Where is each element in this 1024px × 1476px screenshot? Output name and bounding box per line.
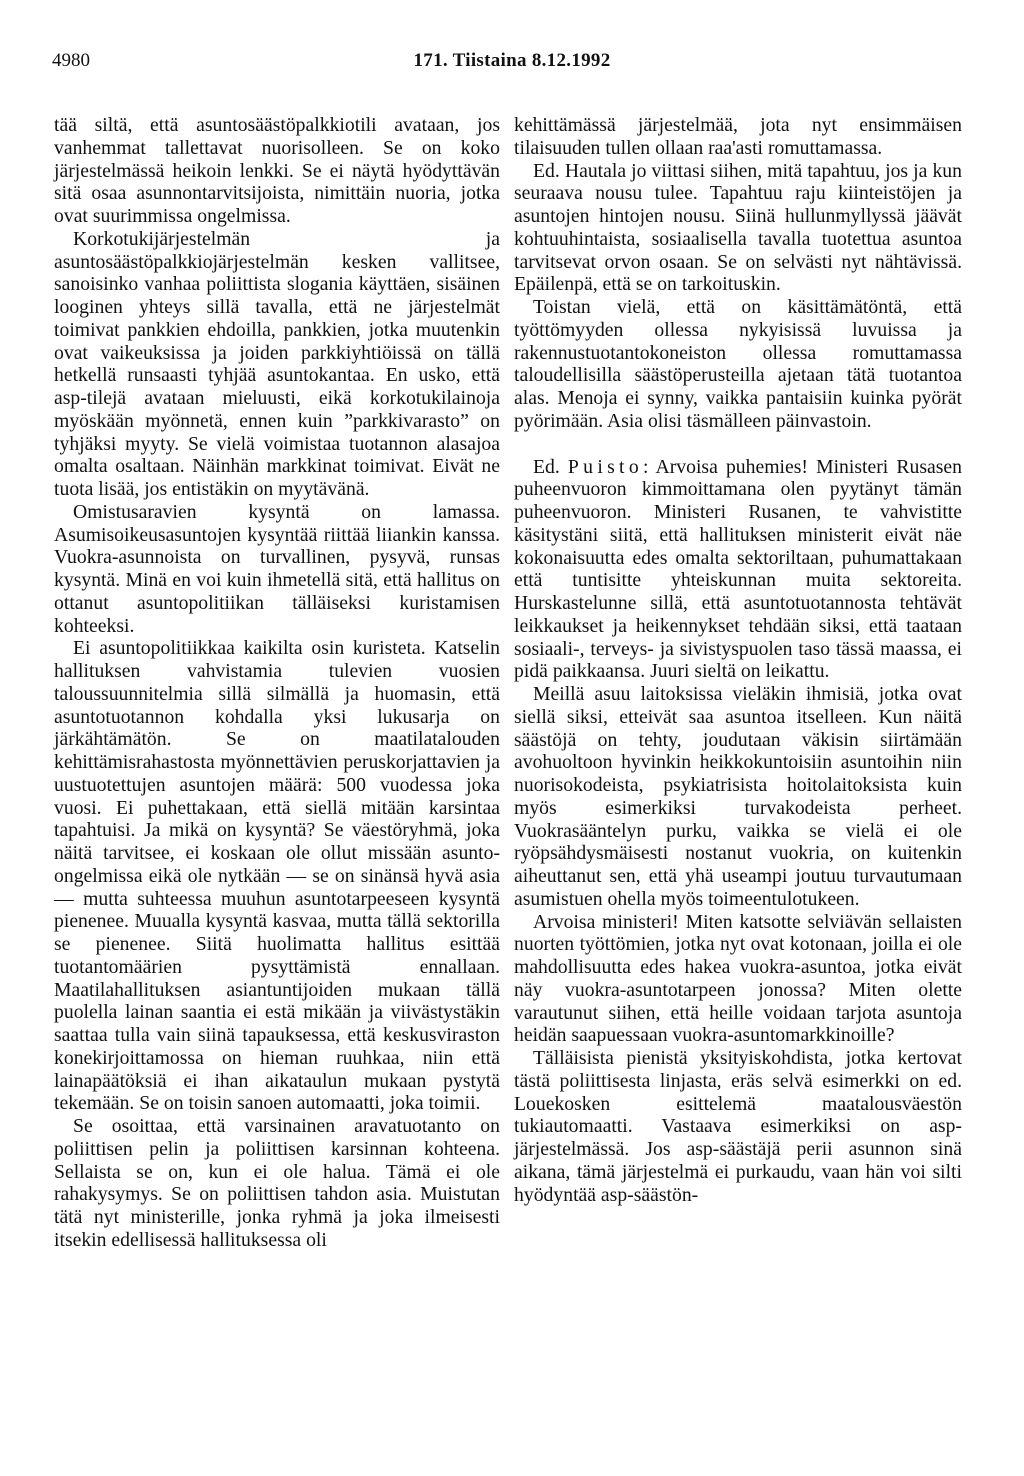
paragraph: Ed. Hautala jo viittasi siihen, mitä tapahtuu, jos ja kun seuraava nousu tulee. Tapahtuu raju kiinteistöjen ja asuntojen hintojen nousu. Siinä hullunmyllyssä jäävät kohtuuhintaista, sosiaalisella tavalla tuotettua asuntoa tarvitsevat orvon osaan. Se on selvästi nyt nähtävissä. Epäilenpä, että se on tarkoituskin. (514, 159, 962, 296)
paragraph: Ei asuntopolitiikkaa kaikilta osin kuristeta. Katselin hallituksen vahvistamia tulevien vuosien taloussuunnitelmia sillä silmällä ja huomasin, että asuntotuotannon kohdalla yksi lukusarja on järkähtämätön. Se on maatilatalouden kehittämisrahastosta myönnettävien peruskorjattavien ja uustuotettujen asuntojen määrä: 500 vuodessa joka vuosi. Ei puhettakaan, että siellä mitään karsintaa tapahtuisi. Ja mikä on kysyntä? Se väestöryhmä, joka näitä tarvitsee, ei koskaan ole ollut missään asunto-ongelmissa eikä ole nytkään — se on sinänsä hyvä asia — mutta suhteessa muuhun asuntotarpeeseen kysyntä pienenee. Muualla kysyntä kasvaa, mutta tällä sektorilla se pienenee. Siitä huolimatta hallitus esittää tuotantomäärien pysyttämistä ennallaan. Maatilahallituksen asiantuntijoiden mukaan tällä puolella lainan saantia ei estä mikään ja viivästystäkin saattaa tulla vain siinä tapauksessa, että keskusviraston konekirjoittamossa on hieman ruuhkaa, niin että lainapäätöksiä ei ihan aikataulun mukaan pystytä tekemään. Se on toisin sanoen automaatti, joka toimii. (54, 637, 500, 1115)
speech-text: Arvoisa puhemies! Ministeri Rusasen puheenvuoron kimmoittamana olen pyytänyt tämän puheenvuoron. Ministeri Rusanen, te vahvistitte käsitystäni siitä, että hallituksen ministerit eivät näe kokonaisuutta edes omalta sektoriltaan, puhumattakaan että tuntisitte yhteiskunnan muita sektoreita. Hurskastelunne sillä, että asuntotuotannosta tehtävät leikkaukset ja heikennykset tehdään siksi, että taataan sosiaali-, terveys- ja sivistyspuolen taso tässä maassa, ei pidä paikkaansa. Juuri sieltä on leikattu. (514, 455, 962, 683)
issue-date-line: 171. Tiistaina 8.12.1992 (413, 50, 611, 71)
paragraph: Tälläisista pienistä yksityiskohdista, jotka kertovat tästä poliittisesta linjasta, eräs selvä esimerkki on ed. Louekosken esittelemä maatalousväestön tukiautomaatti. Vastaava esimerkiksi on asp-järjestelmässä. Jos asp-säästäjä perii asunnon sinä aikana, tämä järjestelmä ei purkaudu, vaan hän voi silti hyödyntää asp-säästön- (514, 1047, 962, 1206)
paragraph: Meillä asuu laitoksissa vieläkin ihmisiä, jotka ovat siellä siksi, etteivät saa asuntoa itselleen. Kun näitä säästöjä on tehty, joudutaan väkisin siirtämään avohuoltoon hyvinkin heikkokuntoisiin asuntoihin niin nuorisokodeista, psykiatrisista hoitolaitoksista kuin myös esimerkiksi turvakodeista perheet. Vuokrasääntelyn purku, vaikka se vielä ei ole ryöpsähdysmäisesti nostanut vuokria, on kuitenkin aiheuttanut sen, että yhä useampi joutuu turvautumaan asumistuen ohella myös toimeentulotukeen. (514, 683, 962, 910)
paragraph: kehittämässä järjestelmää, jota nyt ensimmäisen tilaisuuden tullen ollaan raa'asti romuttamassa. (514, 114, 962, 159)
speaker-prefix: Ed. (533, 455, 568, 478)
section-gap (514, 433, 962, 456)
paragraph: Se osoittaa, että varsinainen aravatuotanto on poliittisen pelin ja poliittisen karsinnan kohteena. Sellaista se on, kun ei ole halua. Tämä ei ole rahakysymys. Se on poliittisen tahdon asia. Muistutan tätä nyt ministerille, jonka ryhmä ja joka ilmeisesti itsekin edellisessä hallituksessa oli (54, 1115, 500, 1251)
speech-opening (514, 456, 962, 684)
paragraph: Korkotukijärjestelmän ja asuntosäästöpalkkiojärjestelmän kesken vallitsee, sanoisinko vanhaa poliittista slogania käyttäen, sisäinen looginen yhteys sillä tavalla, että ne järjestelmät toimivat pankkien ehdoilla, pankkien, jotka muutenkin ovat vaikeuksissa ja joiden parkkiyhtiöissä on tällä hetkellä runsaasti tyhjää asuntokantaa. En usko, että asp-tilejä avataan mieluusti, eikä korkotukilainoja myöskään myönnetä, ennen kuin ”parkkivarasto” on tyhjäksi myyty. Se vielä voimistaa tuotannon alasajoa omalta osaltaan. Näinhän markkinat toimivat. Eivät ne tuota lisää, jos entistäkin on myytävänä. (54, 227, 500, 500)
left-column (54, 114, 500, 1252)
speaker-colon: : (642, 455, 649, 478)
speaker-name: Puisto (567, 455, 643, 478)
page-number: 4980 (52, 50, 90, 71)
paragraph: Arvoisa ministeri! Miten katsotte selviävän sellaisten nuorten työttömien, jotka nyt ovat kotonaan, joilla ei ole mahdollisuutta edes hakea vuokra-asuntoa, jotka eivät näy vuokra-asuntotarpeen jonossa? Miten olette varautunut siihen, että heille voidaan tarjota asuntoja heidän saapuessaan vuokra-asuntomarkkinoille? (514, 910, 962, 1047)
paragraph: Toistan vielä, että on käsittämätöntä, että työttömyyden ollessa nykyisissä luvuissa ja rakennustuotantokoneiston ollessa romuttamassa taloudellisilla säästöperusteilla ajetaan tätä tuotantoa alas. Menoja ei synny, vaikka pantaisiin kuinka pyörät pyörimään. Asia olisi täsmälleen päinvastoin. (514, 296, 962, 432)
right-column (514, 114, 962, 1206)
paragraph: tää siltä, että asuntosäästöpalkkiotili avataan, jos vanhemmat tallettavat nuorisolleen. Se on koko järjestelmässä heikoin lenkki. Se ei näytä hyödyttävän sitä osaa asunnontarvitsijoista, nimittäin nuoria, jotka ovat suurimmissa ongelmissa. (54, 114, 500, 227)
paragraph: Omistusaravien kysyntä on lamassa. Asumisoikeusasuntojen kysyntää riittää liiankin kanssa. Vuokra-asunnoista on turvallinen, pysyvä, runsas kysyntä. Minä en voi kuin ihmetellä sitä, että hallitus on ottanut asuntopolitiikan tälläiseksi kuristamisen kohteeksi. (54, 500, 500, 637)
page-header (52, 50, 972, 80)
